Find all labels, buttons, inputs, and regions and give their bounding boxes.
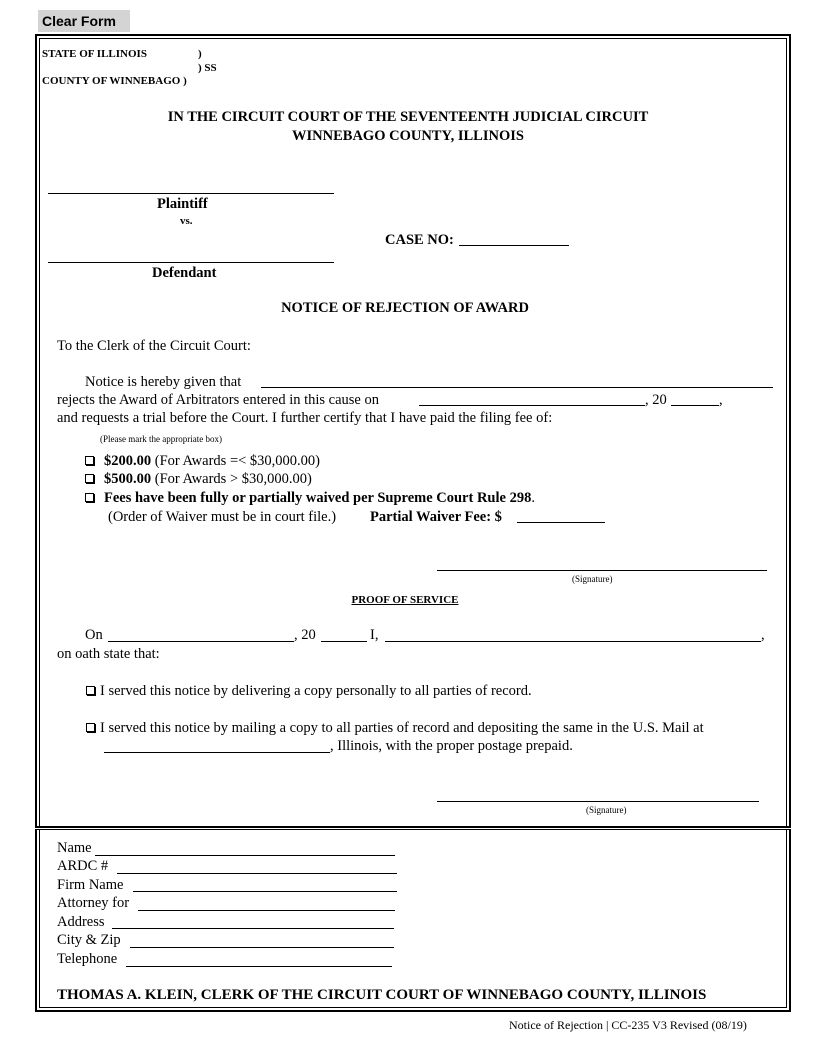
signature-caption-1: (Signature) bbox=[572, 574, 613, 584]
mailing-city-input[interactable] bbox=[104, 752, 330, 753]
case-no-label: CASE NO: bbox=[385, 232, 454, 248]
partial-waiver-label: Partial Waiver Fee: $ bbox=[370, 509, 502, 525]
attorney-for-label: Attorney for bbox=[57, 895, 130, 911]
notice-intro: Notice is hereby given that bbox=[85, 374, 242, 390]
mark-hint: (Please mark the appropriate box) bbox=[100, 434, 222, 444]
year-prefix: , 20 bbox=[645, 392, 667, 408]
plaintiff-line[interactable] bbox=[48, 193, 334, 194]
fee-option-500[interactable] bbox=[85, 471, 312, 488]
notice-title: NOTICE OF REJECTION OF AWARD bbox=[281, 300, 529, 316]
proof-on: On bbox=[85, 627, 103, 643]
fee-desc: (For Awards =< $30,000.00) bbox=[151, 453, 320, 469]
ardc-input[interactable] bbox=[117, 873, 397, 874]
signature-line-2[interactable] bbox=[437, 801, 759, 802]
server-name-input[interactable] bbox=[385, 641, 761, 642]
service-option-personal[interactable] bbox=[86, 683, 532, 700]
mail-tail-text: , Illinois, with the proper postage prepaid. bbox=[330, 738, 573, 754]
fee-waived-text: Fees have been fully or partially waived per Supreme Court Rule 298 bbox=[104, 490, 532, 506]
fee-option-200[interactable] bbox=[85, 453, 320, 470]
attorney-name-input[interactable] bbox=[95, 855, 395, 856]
waiver-note: (Order of Waiver must be in court file.) bbox=[108, 509, 337, 525]
comma: , bbox=[761, 627, 765, 643]
checkbox-personal[interactable] bbox=[86, 686, 95, 695]
firm-name-label: Firm Name bbox=[57, 877, 124, 893]
defendant-label: Defendant bbox=[152, 265, 217, 281]
fee-desc: (For Awards > $30,000.00) bbox=[151, 471, 312, 487]
service-date-input[interactable] bbox=[108, 641, 294, 642]
partial-waiver-input[interactable] bbox=[517, 522, 605, 523]
fee-option-waived[interactable] bbox=[85, 490, 535, 507]
proof-title: PROOF OF SERVICE bbox=[351, 594, 459, 606]
telephone-label: Telephone bbox=[57, 951, 118, 967]
clerk-name: THOMAS A. KLEIN, CLERK OF THE CIRCUIT COURT OF WINNEBAGO COUNTY, ILLINOIS bbox=[57, 987, 707, 1003]
oath-text: on oath state that: bbox=[57, 646, 160, 662]
salutation: To the Clerk of the Circuit Court: bbox=[57, 338, 251, 354]
section-divider bbox=[35, 826, 791, 830]
rejects-text: rejects the Award of Arbitrators entered in this cause on bbox=[57, 392, 379, 408]
service-option-mail[interactable] bbox=[86, 720, 704, 737]
party-name-input[interactable] bbox=[261, 387, 773, 388]
case-no-input[interactable] bbox=[459, 245, 569, 246]
award-year-input[interactable] bbox=[671, 405, 719, 406]
clear-form-button[interactable]: Clear Form bbox=[38, 10, 130, 32]
court-heading-line1: IN THE CIRCUIT COURT OF THE SEVENTEENTH JUDICIAL CIRCUIT bbox=[167, 109, 649, 125]
fee-desc: . bbox=[531, 490, 535, 506]
requests-text: and requests a trial before the Court. I further certify that I have paid the filing fee of: bbox=[57, 410, 553, 426]
checkbox-waived[interactable] bbox=[85, 493, 94, 502]
court-heading-line2: WINNEBAGO COUNTY, ILLINOIS bbox=[292, 128, 524, 144]
comma: , bbox=[719, 392, 723, 408]
attorney-name-label: Name bbox=[57, 840, 92, 856]
vs-label: vs. bbox=[180, 215, 193, 227]
checkbox-mail[interactable] bbox=[86, 723, 95, 732]
fee-amount: $500.00 bbox=[104, 471, 152, 487]
defendant-line[interactable] bbox=[48, 262, 334, 263]
ss-label: ) SS bbox=[198, 62, 217, 74]
form-footer: Notice of Rejection | CC-235 V3 Revised (08/19) bbox=[509, 1018, 747, 1032]
proof-year: , 20 bbox=[294, 627, 316, 643]
checkbox-200[interactable] bbox=[85, 456, 94, 465]
county-label: COUNTY OF WINNEBAGO ) bbox=[42, 75, 187, 87]
state-label: STATE OF ILLINOIS bbox=[42, 48, 147, 60]
service-year-input[interactable] bbox=[321, 641, 367, 642]
fee-amount: $200.00 bbox=[104, 453, 152, 469]
attorney-for-input[interactable] bbox=[138, 910, 395, 911]
address-label: Address bbox=[57, 914, 105, 930]
telephone-input[interactable] bbox=[126, 966, 392, 967]
service-option-text: I served this notice by delivering a copy personally to all parties of record. bbox=[100, 683, 532, 699]
ardc-label: ARDC # bbox=[57, 858, 109, 874]
signature-caption-2: (Signature) bbox=[586, 805, 627, 815]
signature-line-1[interactable] bbox=[437, 570, 767, 571]
award-date-input[interactable] bbox=[419, 405, 645, 406]
proof-i: I, bbox=[370, 627, 379, 643]
address-input[interactable] bbox=[112, 928, 394, 929]
checkbox-500[interactable] bbox=[85, 474, 94, 483]
plaintiff-label: Plaintiff bbox=[157, 196, 208, 212]
city-zip-input[interactable] bbox=[130, 947, 394, 948]
service-option-text: I served this notice by mailing a copy to all parties of record and depositing the same in the U.S. Mail at bbox=[100, 720, 704, 736]
city-zip-label: City & Zip bbox=[57, 932, 121, 948]
firm-name-input[interactable] bbox=[133, 891, 397, 892]
venue-paren: ) bbox=[198, 48, 202, 60]
